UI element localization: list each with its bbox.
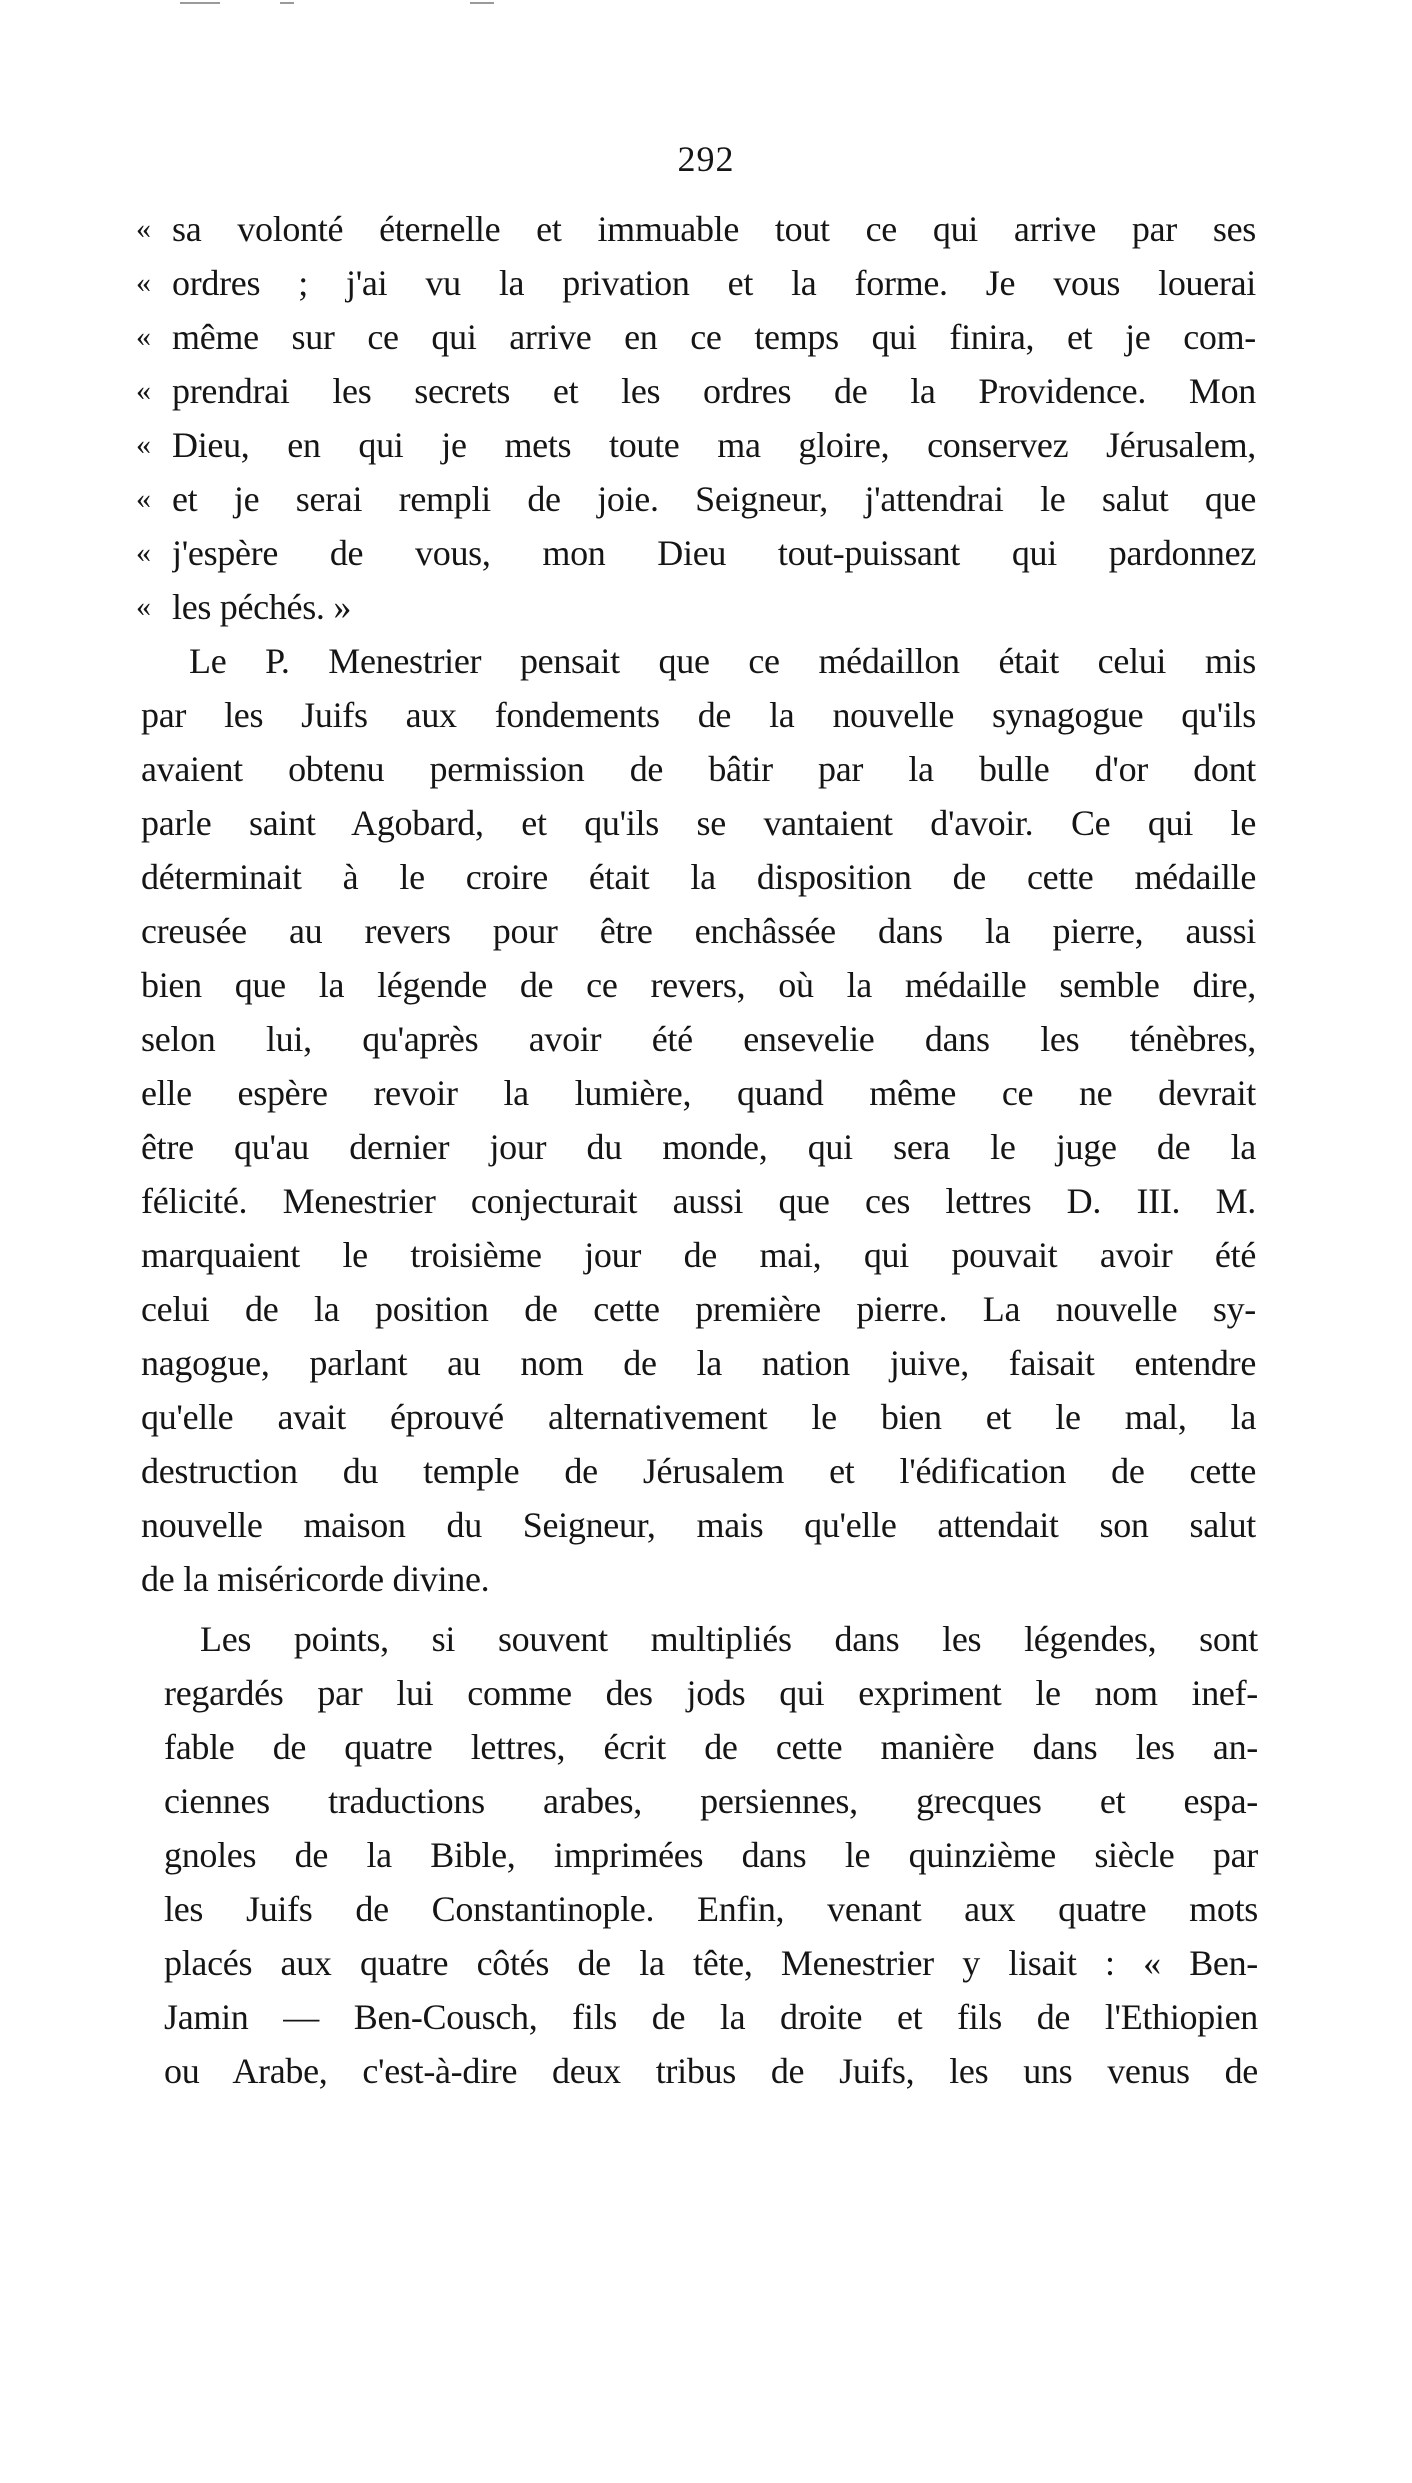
page-number: 292 xyxy=(677,139,735,179)
line-text: j'espère de vous, mon Dieu tout-puissant qui pardonnez xyxy=(172,533,1256,573)
text-line: selon lui, qu'après avoir été ensevelie dans les ténèbres, xyxy=(141,1019,1256,1059)
quote-mark: « xyxy=(136,536,151,569)
quote-mark: « xyxy=(136,482,151,515)
quote-mark: « xyxy=(136,320,151,353)
quote-mark: « xyxy=(136,212,151,245)
text-line xyxy=(136,364,1256,418)
text-line: ou Arabe, c'est-à-dire deux tribus de Juifs, les uns venus de xyxy=(164,2051,1258,2091)
text-line: celui de la position de cette première pierre. La nouvelle sy- xyxy=(141,1289,1256,1329)
quote-mark: « xyxy=(136,266,151,299)
text-line: les Juifs de Constantinople. Enfin, venant aux quatre mots xyxy=(164,1889,1258,1929)
text-line xyxy=(136,310,1256,364)
line-text: même sur ce qui arrive en ce temps qui finira, et je com- xyxy=(172,317,1256,357)
text-line: bien que la légende de ce revers, où la médaille semble dire, xyxy=(141,965,1256,1005)
quote-mark: « xyxy=(136,590,151,623)
line-text: Dieu, en qui je mets toute ma gloire, conservez Jérusalem, xyxy=(172,425,1256,465)
scan-artifact xyxy=(470,2,494,4)
text-line: marquaient le troisième jour de mai, qui pouvait avoir été xyxy=(141,1235,1256,1275)
text-line: elle espère revoir la lumière, quand même ce ne devrait xyxy=(141,1073,1256,1113)
text-line: Jamin — Ben-Cousch, fils de la droite et fils de l'Ethiopien xyxy=(164,1997,1258,2037)
text-line: de la miséricorde divine. xyxy=(141,1559,490,1599)
text-line: ciennes traductions arabes, persiennes, grecques et espa- xyxy=(164,1781,1258,1821)
text-line: qu'elle avait éprouvé alternativement le bien et le mal, la xyxy=(141,1397,1256,1437)
line-text: et je serai rempli de joie. Seigneur, j'attendrai le salut que xyxy=(172,479,1256,519)
text-line: Les points, si souvent multipliés dans les légendes, sont xyxy=(200,1619,1258,1659)
text-line: être qu'au dernier jour du monde, qui sera le juge de la xyxy=(141,1127,1256,1167)
text-line: avaient obtenu permission de bâtir par la bulle d'or dont xyxy=(141,749,1256,789)
text-line: déterminait à le croire était la disposition de cette médaille xyxy=(141,857,1256,897)
text-line: destruction du temple de Jérusalem et l'édification de cette xyxy=(141,1451,1256,1491)
line-text: prendrai les secrets et les ordres de la Providence. Mon xyxy=(172,371,1256,411)
text-line: parle saint Agobard, et qu'ils se vantaient d'avoir. Ce qui le xyxy=(141,803,1256,843)
line-text: sa volonté éternelle et immuable tout ce qui arrive par ses xyxy=(172,209,1256,249)
text-line xyxy=(136,526,1256,580)
text-line xyxy=(136,202,1256,256)
quote-mark: « xyxy=(136,374,151,407)
text-line: fable de quatre lettres, écrit de cette manière dans les an- xyxy=(164,1727,1258,1767)
text-line: placés aux quatre côtés de la tête, Menestrier y lisait : « Ben- xyxy=(164,1943,1258,1983)
line-text: ordres ; j'ai vu la privation et la forme. Je vous louerai xyxy=(172,263,1256,303)
quote-mark: « xyxy=(136,428,151,461)
text-line xyxy=(136,418,1256,472)
text-line: Le P. Menestrier pensait que ce médaillon était celui mis xyxy=(189,641,1256,681)
text-line: nagogue, parlant au nom de la nation juive, faisait entendre xyxy=(141,1343,1256,1383)
text-line: regardés par lui comme des jods qui expriment le nom inef- xyxy=(164,1673,1258,1713)
text-line: gnoles de la Bible, imprimées dans le quinzième siècle par xyxy=(164,1835,1258,1875)
text-line: par les Juifs aux fondements de la nouvelle synagogue qu'ils xyxy=(141,695,1256,735)
scan-artifact xyxy=(180,2,220,4)
text-line: nouvelle maison du Seigneur, mais qu'elle attendait son salut xyxy=(141,1505,1256,1545)
text-line xyxy=(136,256,1256,310)
text-line xyxy=(136,472,1256,526)
text-line: creusée au revers pour être enchâssée dans la pierre, aussi xyxy=(141,911,1256,951)
text-line: félicité. Menestrier conjecturait aussi que ces lettres D. III. M. xyxy=(141,1181,1256,1221)
line-text: les péchés. » xyxy=(172,587,352,627)
text-line xyxy=(136,580,1256,634)
scan-artifact xyxy=(280,2,294,4)
